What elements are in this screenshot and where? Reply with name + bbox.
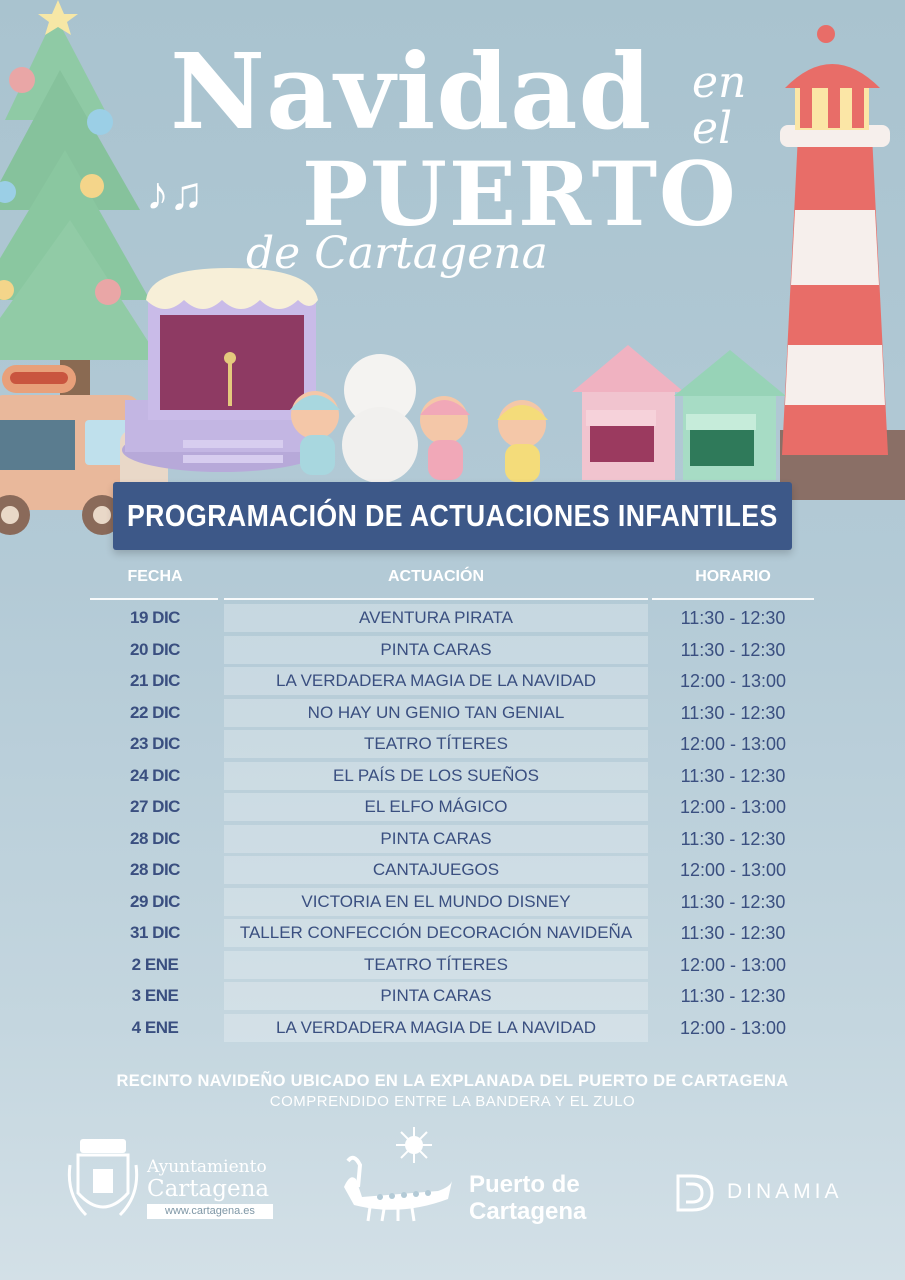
row-date: 23 DIC xyxy=(130,734,180,753)
header-act: ACTUACIÓN xyxy=(388,568,484,585)
row-act-cell xyxy=(224,762,648,790)
table-row xyxy=(90,636,814,664)
row-time: 11:30 - 12:30 xyxy=(680,923,786,943)
title-de-cartagena: de Cartagena xyxy=(246,228,548,279)
row-date: 24 DIC xyxy=(130,765,180,785)
row-date: 19 DIC xyxy=(130,608,180,627)
market-huts-icon xyxy=(572,345,786,480)
music-notes-icon: ♪♫ xyxy=(146,167,204,219)
row-act-cell xyxy=(224,793,648,821)
program-banner xyxy=(113,482,792,550)
lighthouse-icon xyxy=(780,25,905,500)
row-act-cell xyxy=(224,856,648,884)
divider xyxy=(90,598,218,600)
row-act-cell xyxy=(224,699,648,727)
table-row xyxy=(90,730,814,758)
title-puerto: PUERTO xyxy=(302,142,738,246)
row-act-cell xyxy=(224,888,648,916)
table-row xyxy=(90,951,814,979)
dinamia-label: DINAMIA xyxy=(727,1180,843,1203)
row-act: TALLER CONFECCIÓN DECORACIÓN NAVIDEÑA xyxy=(239,923,633,942)
dinamia-logo-icon xyxy=(672,1170,718,1216)
children-characters-icon xyxy=(290,354,548,483)
row-act: EL ELFO MÁGICO xyxy=(364,797,508,816)
row-date: 3 ENE xyxy=(131,986,179,1005)
table-row xyxy=(90,1014,814,1042)
row-date: 20 DIC xyxy=(130,639,180,659)
table-row xyxy=(90,667,814,695)
row-time: 11:30 - 12:30 xyxy=(680,639,786,660)
row-act-cell xyxy=(224,730,648,758)
table-row xyxy=(90,699,814,727)
row-act-cell xyxy=(224,982,648,1010)
row-act: TEATRO TÍTERES xyxy=(364,734,508,753)
row-act: PINTA CARAS xyxy=(380,828,492,848)
row-act: CANTAJUEGOS xyxy=(372,860,500,879)
row-date: 22 DIC xyxy=(130,702,180,722)
row-time: 12:00 - 13:00 xyxy=(679,797,787,817)
row-act: LA VERDADERA MAGIA DE LA NAVIDAD xyxy=(276,1017,596,1037)
row-act: VICTORIA EN EL MUNDO DISNEY xyxy=(301,891,571,911)
table-row xyxy=(90,919,814,947)
table-row xyxy=(90,762,814,790)
venue-subtext: COMPRENDIDO ENTRE LA BANDERA Y EL ZULO xyxy=(269,1093,636,1110)
title-en-el: en el xyxy=(692,57,747,155)
row-act-cell xyxy=(224,1014,648,1042)
row-date: 21 DIC xyxy=(130,671,180,690)
table-row xyxy=(90,888,814,916)
row-time: 11:30 - 12:30 xyxy=(680,891,786,912)
row-date: 28 DIC xyxy=(130,860,180,879)
table-row xyxy=(90,825,814,853)
row-time: 11:30 - 12:30 xyxy=(680,828,786,849)
stage-icon xyxy=(122,268,322,472)
ayuntamiento-url: www.cartagena.es xyxy=(147,1204,273,1219)
row-act-cell xyxy=(224,636,648,664)
row-act: NO HAY UN GENIO TAN GENIAL xyxy=(307,702,565,722)
row-act: TEATRO TÍTERES xyxy=(364,954,508,974)
row-act: LA VERDADERA MAGIA DE LA NAVIDAD xyxy=(276,671,596,690)
row-act: PINTA CARAS xyxy=(380,986,492,1005)
puerto-ship-sun-icon xyxy=(340,1125,455,1225)
cartagena-label: Cartagena xyxy=(147,1176,270,1202)
row-time: 11:30 - 12:30 xyxy=(680,608,786,628)
row-act-cell xyxy=(224,604,648,632)
ayuntamiento-crest-icon xyxy=(66,1135,140,1223)
table-row xyxy=(90,604,814,632)
row-date: 2 ENE xyxy=(131,954,179,974)
row-act-cell xyxy=(224,667,648,695)
row-time: 12:00 - 13:00 xyxy=(679,734,787,754)
row-time: 12:00 - 13:00 xyxy=(679,671,787,691)
row-act: PINTA CARAS xyxy=(380,639,492,659)
christmas-tree-icon xyxy=(0,0,160,400)
table-row xyxy=(90,982,814,1010)
program-banner-text: PROGRAMACIÓN DE ACTUACIONES INFANTILES xyxy=(127,498,778,533)
row-act: EL PAÍS DE LOS SUEÑOS xyxy=(333,765,539,785)
row-act-cell xyxy=(224,951,648,979)
row-time: 12:00 - 13:00 xyxy=(679,1017,787,1038)
table-row xyxy=(90,793,814,821)
row-date: 29 DIC xyxy=(130,891,180,911)
row-act: AVENTURA PIRATA xyxy=(359,608,513,627)
puerto-label-2: Cartagena xyxy=(469,1198,587,1225)
ayuntamiento-label: Ayuntamiento xyxy=(147,1157,267,1177)
row-act-cell xyxy=(224,919,648,947)
row-time: 12:00 - 13:00 xyxy=(679,860,787,880)
row-time: 11:30 - 12:30 xyxy=(680,986,786,1006)
divider xyxy=(224,598,648,600)
header-date: FECHA xyxy=(127,568,183,585)
row-time: 11:30 - 12:30 xyxy=(680,765,786,786)
divider xyxy=(652,598,814,600)
venue-text: RECINTO NAVIDEÑO UBICADO EN LA EXPLANADA DEL PUERTO DE CARTAGENA xyxy=(116,1072,789,1090)
table-row xyxy=(90,856,814,884)
row-act-cell xyxy=(224,825,648,853)
puerto-label-1: Puerto de xyxy=(469,1171,580,1198)
row-date: 27 DIC xyxy=(130,797,180,816)
row-date: 28 DIC xyxy=(130,828,180,848)
header-time: HORARIO xyxy=(695,568,771,585)
row-time: 12:00 - 13:00 xyxy=(679,954,787,975)
row-date: 4 ENE xyxy=(131,1017,179,1037)
title-navidad: Navidad xyxy=(170,30,653,153)
row-time: 11:30 - 12:30 xyxy=(680,702,786,723)
row-date: 31 DIC xyxy=(130,923,180,942)
